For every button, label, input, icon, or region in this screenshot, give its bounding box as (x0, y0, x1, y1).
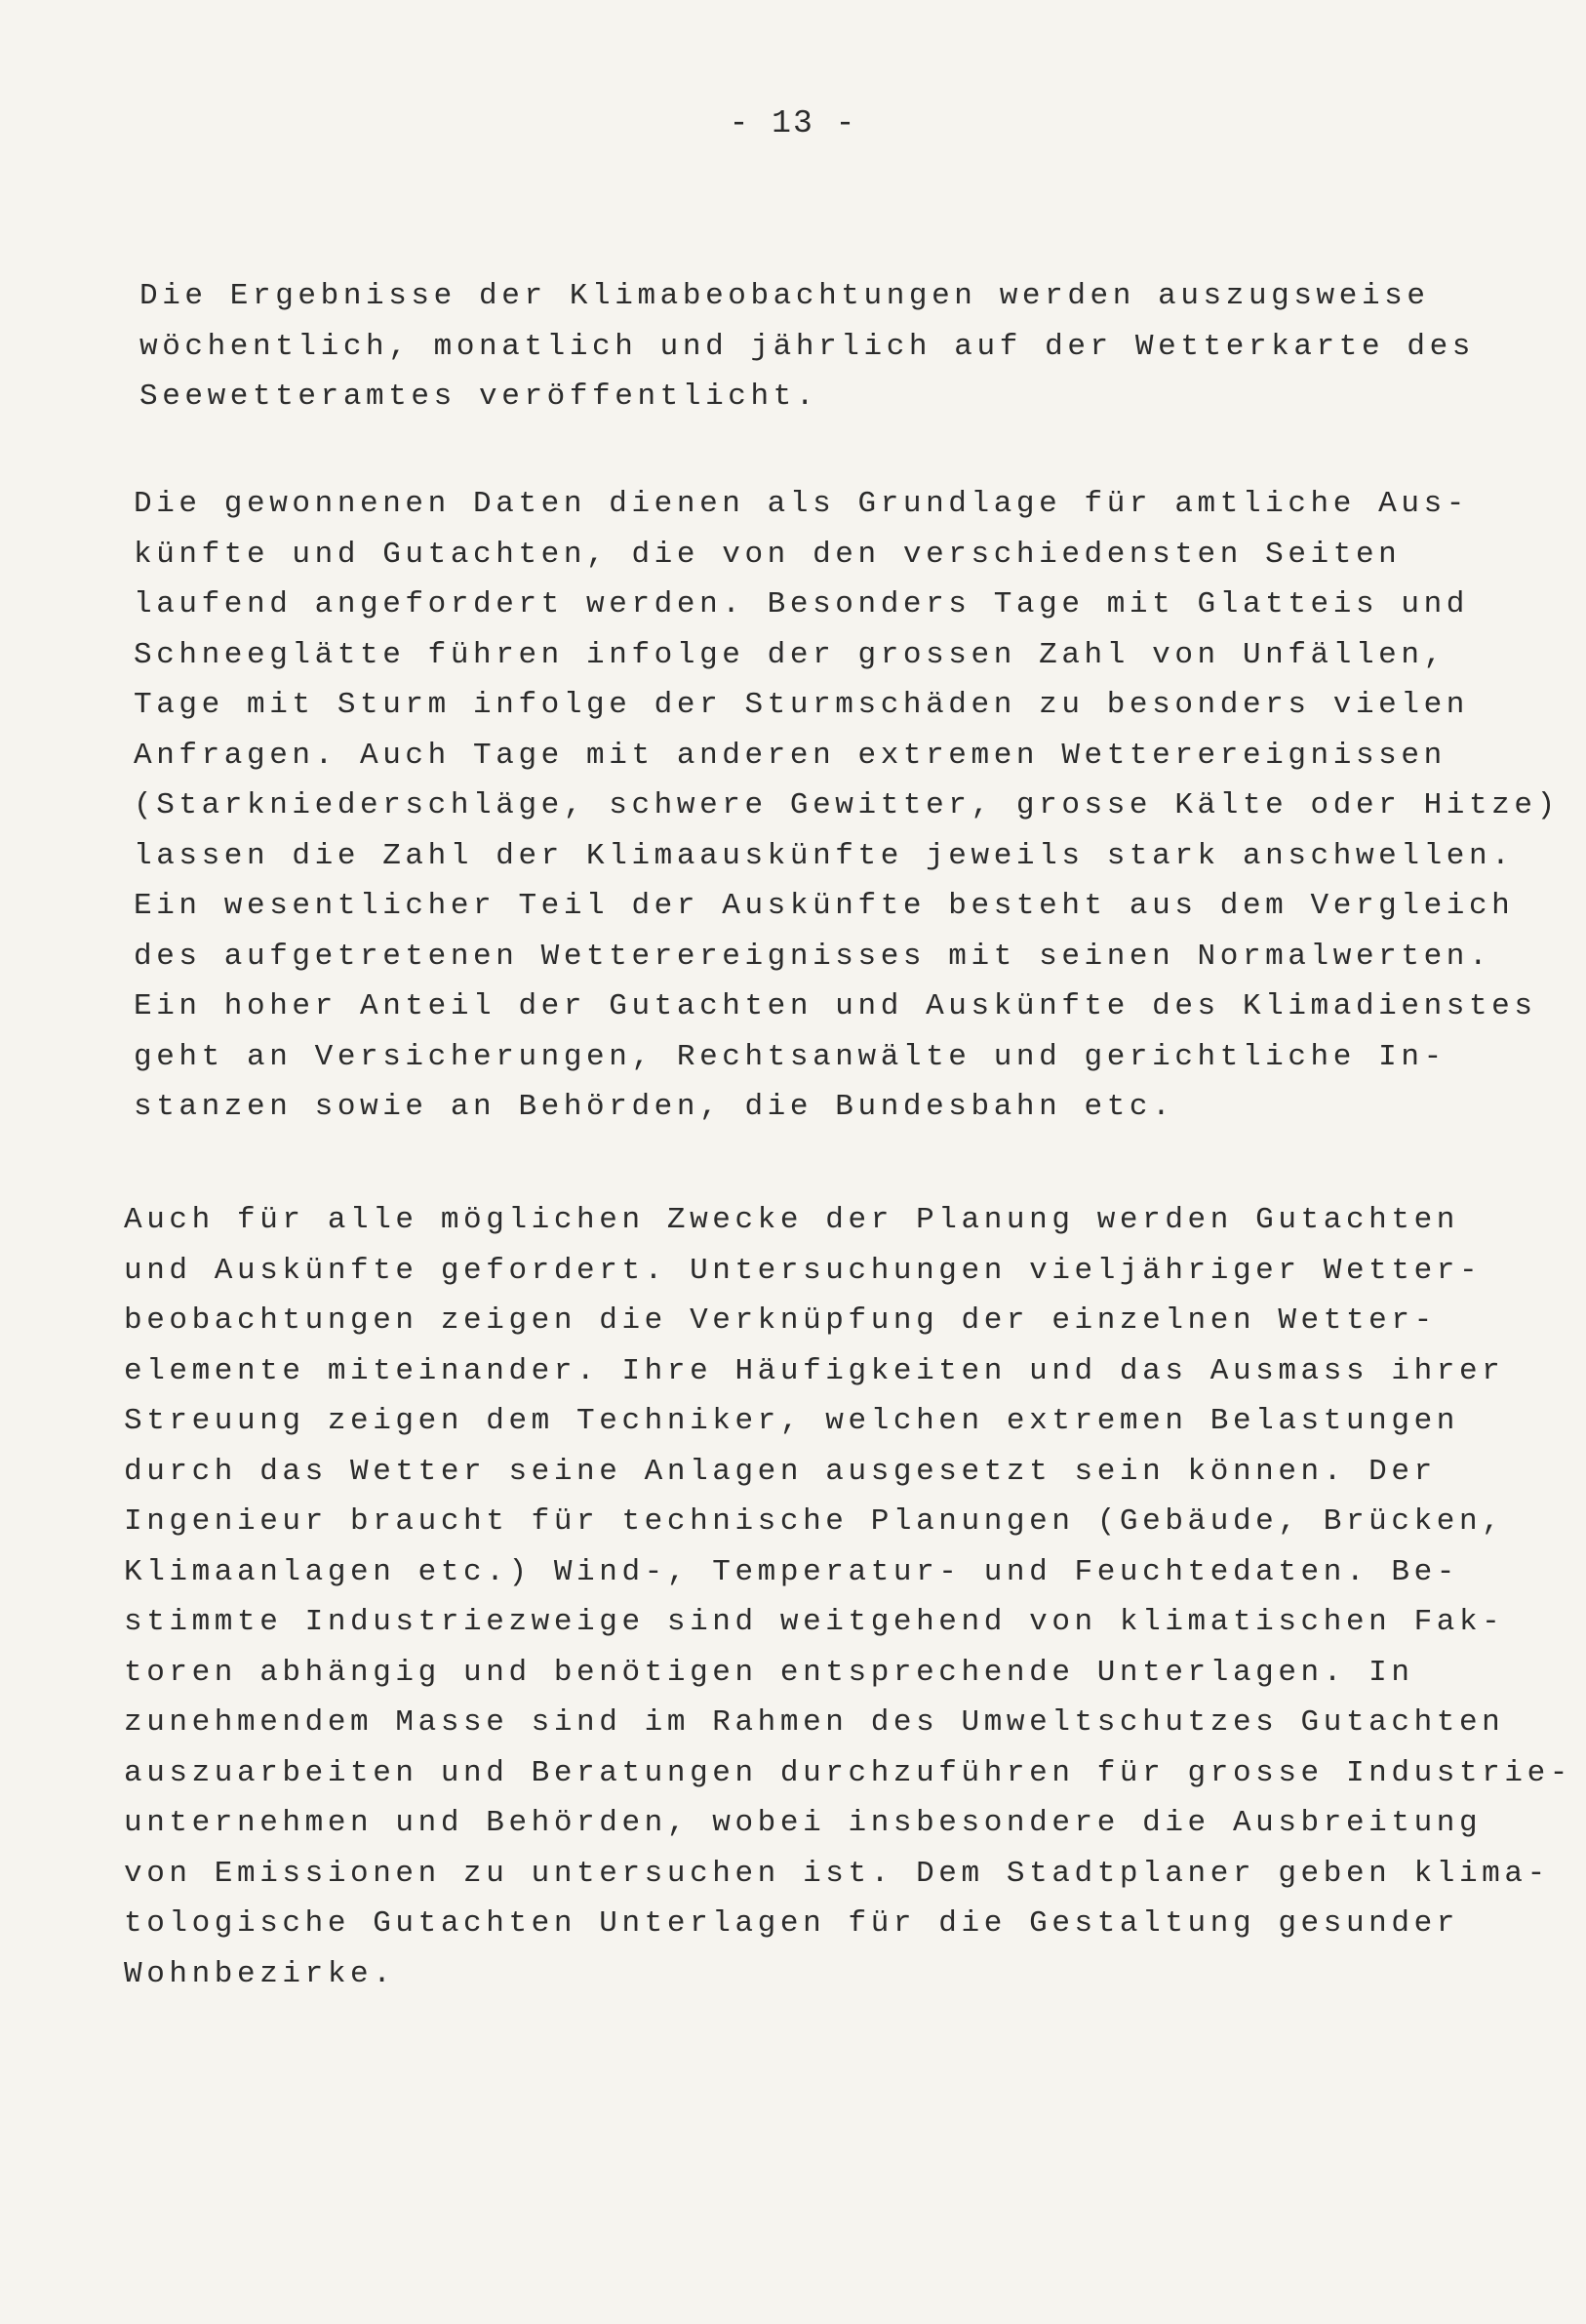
text-line: Ein wesentlicher Teil der Auskünfte besteht aus dem Vergleich (134, 889, 1515, 923)
text-line: und Auskünfte gefordert. Untersuchungen vieljähriger Wetter- (124, 1253, 1483, 1288)
text-line: Ein hoher Anteil der Gutachten und Auskünfte des Klimadienstes (134, 989, 1537, 1023)
text-line: Klimaanlagen etc.) Wind-, Temperatur- und Feuchtedaten. Be- (124, 1554, 1459, 1589)
paragraph-3 (124, 1195, 1572, 1999)
text-line: des aufgetretenen Wetterereignisses mit seinen Normalwerten. (134, 939, 1492, 974)
text-line: von Emissionen zu untersuchen ist. Dem Stadtplaner geben klima- (124, 1856, 1550, 1891)
text-line: (Starkniederschläge, schwere Gewitter, grosse Kälte oder Hitze) (134, 788, 1560, 822)
text-line: Die Ergebnisse der Klimabeobachtungen werden auszugsweise (139, 279, 1430, 313)
text-line: durch das Wetter seine Anlagen ausgesetzt sein können. Der (124, 1454, 1437, 1489)
text-line: Schneeglätte führen infolge der grossen Zahl von Unfällen, (134, 637, 1447, 672)
text-line: Tage mit Sturm infolge der Sturmschäden zu besonders vielen (134, 688, 1469, 722)
text-line: Die gewonnenen Daten dienen als Grundlage für amtliche Aus- (134, 487, 1469, 521)
text-line: Auch für alle möglichen Zwecke der Planung werden Gutachten (124, 1203, 1459, 1237)
text-line: lassen die Zahl der Klimaauskünfte jeweils stark anschwellen. (134, 838, 1515, 873)
text-line: wöchentlich, monatlich und jährlich auf der Wetterkarte des (139, 329, 1475, 364)
text-line: toren abhängig und benötigen entsprechende Unterlagen. In (124, 1655, 1414, 1690)
text-line: stimmte Industriezweige sind weitgehend von klimatischen Fak- (124, 1605, 1505, 1639)
text-line: laufend angefordert werden. Besonders Tage mit Glatteis und (134, 587, 1469, 621)
paragraph-2 (134, 479, 1560, 1133)
text-line: geht an Versicherungen, Rechtsanwälte und gerichtliche In- (134, 1039, 1447, 1074)
text-line: Ingenieur braucht für technische Planungen (Gebäude, Brücken, (124, 1504, 1505, 1539)
page-number: - 13 - (729, 105, 857, 141)
paragraph-1 (139, 271, 1475, 422)
text-line: Streuung zeigen dem Techniker, welchen extremen Belastungen (124, 1404, 1459, 1438)
text-line: künfte und Gutachten, die von den verschiedensten Seiten (134, 537, 1402, 572)
text-line: Wohnbezirke. (124, 1956, 396, 1991)
text-line: tologische Gutachten Unterlagen für die Gestaltung gesunder (124, 1906, 1459, 1941)
text-line: zunehmendem Masse sind im Rahmen des Umweltschutzes Gutachten (124, 1705, 1505, 1740)
text-line: stanzen sowie an Behörden, die Bundesbahn etc. (134, 1090, 1175, 1124)
text-line: Anfragen. Auch Tage mit anderen extremen Wetterereignissen (134, 738, 1447, 773)
text-line: unternehmen und Behörden, wobei insbesondere die Ausbreitung (124, 1806, 1483, 1840)
text-line: auszuarbeiten und Beratungen durchzuführen für grosse Industrie- (124, 1755, 1572, 1790)
text-line: elemente miteinander. Ihre Häufigkeiten und das Ausmass ihrer (124, 1353, 1505, 1388)
text-line: Seewetteramtes veröffentlicht. (139, 380, 819, 414)
text-line: beobachtungen zeigen die Verknüpfung der einzelnen Wetter- (124, 1303, 1437, 1338)
